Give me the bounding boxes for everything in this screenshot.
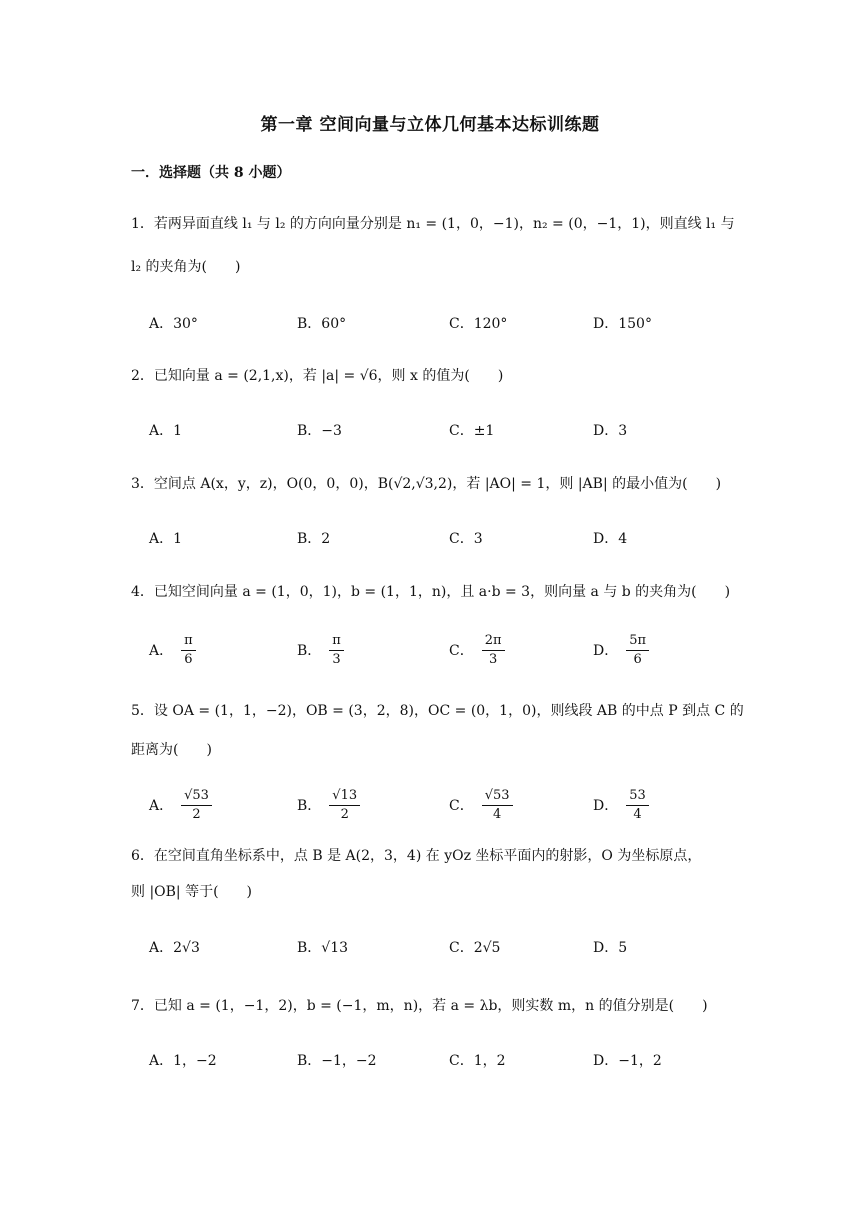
question-4-stem: 4．已知空间向量 a = (1，0，1)，b = (1，1，n)，且 a·b = 3，则向量 a 与 b 的夹角为( ): [131, 584, 731, 600]
fraction-numerator: 53: [626, 788, 649, 806]
question-5-option-b: [297, 785, 362, 825]
question-5-options: [131, 785, 731, 825]
question-4-options: [131, 630, 731, 670]
question-2-options: [131, 410, 731, 450]
question-6-option-b: B．√13: [297, 940, 349, 956]
question-7-options: [131, 1040, 731, 1080]
question-4-option-b: [297, 630, 346, 670]
option-label: A．: [149, 798, 174, 814]
fraction: [329, 788, 360, 823]
question-6-option-c: C．2√5: [449, 940, 501, 956]
question-7-stem: 7．已知 a = (1，−1，2)，b = (−1，m，n)，若 a = λb，则实数 m，n 的值分别是( ): [131, 998, 708, 1014]
question-3-option-c: C．3: [449, 531, 483, 547]
fraction: [626, 633, 649, 668]
question-3-stem: 3．空间点 A(x，y，z)，O(0，0，0)，B(√2,√3,2)，若 |AO| = 1，则 |AB| 的最小值为( ): [131, 476, 722, 492]
section-heading: 一．选择题（共 8 小题）: [131, 165, 291, 181]
question-5-option-a: [149, 785, 214, 825]
fraction: [181, 633, 196, 668]
option-label: D．: [593, 643, 619, 659]
question-1-option-c: C．120°: [449, 316, 508, 332]
question-3-options: [131, 518, 731, 558]
fraction-numerator: √13: [329, 788, 360, 806]
question-7-option-c: C．1，2: [449, 1053, 506, 1069]
option-label: B．: [297, 643, 322, 659]
fraction: [626, 788, 649, 823]
question-5-option-c: [449, 785, 515, 825]
fraction-denominator: 2: [340, 806, 349, 822]
question-1-stem-cont: l₂ 的夹角为( ): [131, 259, 241, 275]
question-2-option-d: D．3: [593, 423, 628, 439]
question-6-stem: 6．在空间直角坐标系中，点 B 是 A(2，3，4) 在 yOz 坐标平面内的射影，O 为坐标原点，: [131, 848, 702, 864]
fraction-numerator: π: [181, 633, 196, 651]
fraction: [482, 788, 513, 823]
question-4-option-d: [593, 630, 651, 670]
fraction-denominator: 6: [633, 651, 642, 667]
question-6-option-a: A．2√3: [149, 940, 200, 956]
question-7-option-a: A．1，−2: [149, 1053, 217, 1069]
question-4-option-c: [449, 630, 507, 670]
question-6-stem-cont: 则 |OB| 等于( ): [131, 884, 253, 900]
question-2-option-a: A．1: [149, 423, 183, 439]
fraction: [329, 633, 344, 668]
fraction-denominator: 3: [332, 651, 341, 667]
question-5-option-d: [593, 785, 651, 825]
fraction-numerator: √53: [482, 788, 513, 806]
option-label: B．: [297, 798, 322, 814]
fraction-denominator: 3: [488, 651, 498, 667]
question-2-stem: 2．已知向量 a = (2,1,x)，若 |a| = √6，则 x 的值为( ): [131, 368, 504, 384]
question-1-options: [131, 303, 731, 343]
fraction-denominator: 6: [184, 651, 193, 667]
question-1-option-a: A．30°: [149, 316, 198, 332]
fraction-numerator: π: [329, 633, 344, 651]
fraction: [482, 633, 505, 668]
question-3-option-d: D．4: [593, 531, 628, 547]
option-label: C．: [449, 643, 474, 659]
question-2-option-b: B．−3: [297, 423, 342, 439]
fraction-numerator: 5π: [626, 633, 649, 651]
option-label: A．: [149, 643, 174, 659]
question-5-stem: 5．设 OA = (1，1，−2)，OB = (3，2，8)，OC = (0，1，0)，则线段 AB 的中点 P 到点 C 的: [131, 703, 744, 719]
question-7-option-d: D．−1，2: [593, 1053, 662, 1069]
question-1-stem: 1．若两异面直线 l₁ 与 l₂ 的方向向量分别是 n₁ = (1，0，−1)，n₂ = (0，−1，1)，则直线 l₁ 与: [131, 216, 735, 232]
fraction: [181, 788, 212, 823]
option-label: D．: [593, 798, 619, 814]
question-7-option-b: B．−1，−2: [297, 1053, 377, 1069]
fraction-denominator: 4: [492, 806, 502, 822]
fraction-numerator: √53: [181, 788, 212, 806]
question-2-option-c: C．±1: [449, 423, 495, 439]
question-1-option-d: D．150°: [593, 316, 652, 332]
fraction-denominator: 2: [192, 806, 201, 822]
question-5-stem-cont: 距离为( ): [131, 742, 212, 758]
document-title: 第一章 空间向量与立体几何基本达标训练题: [260, 115, 600, 135]
question-3-option-a: A．1: [149, 531, 183, 547]
fraction-numerator: 2π: [482, 633, 505, 651]
option-label: C．: [449, 798, 474, 814]
question-3-option-b: B．2: [297, 531, 331, 547]
fraction-denominator: 4: [633, 806, 642, 822]
question-1-option-b: B．60°: [297, 316, 347, 332]
question-6-option-d: D．5: [593, 940, 628, 956]
question-6-options: [131, 927, 731, 967]
question-4-option-a: [149, 630, 198, 670]
